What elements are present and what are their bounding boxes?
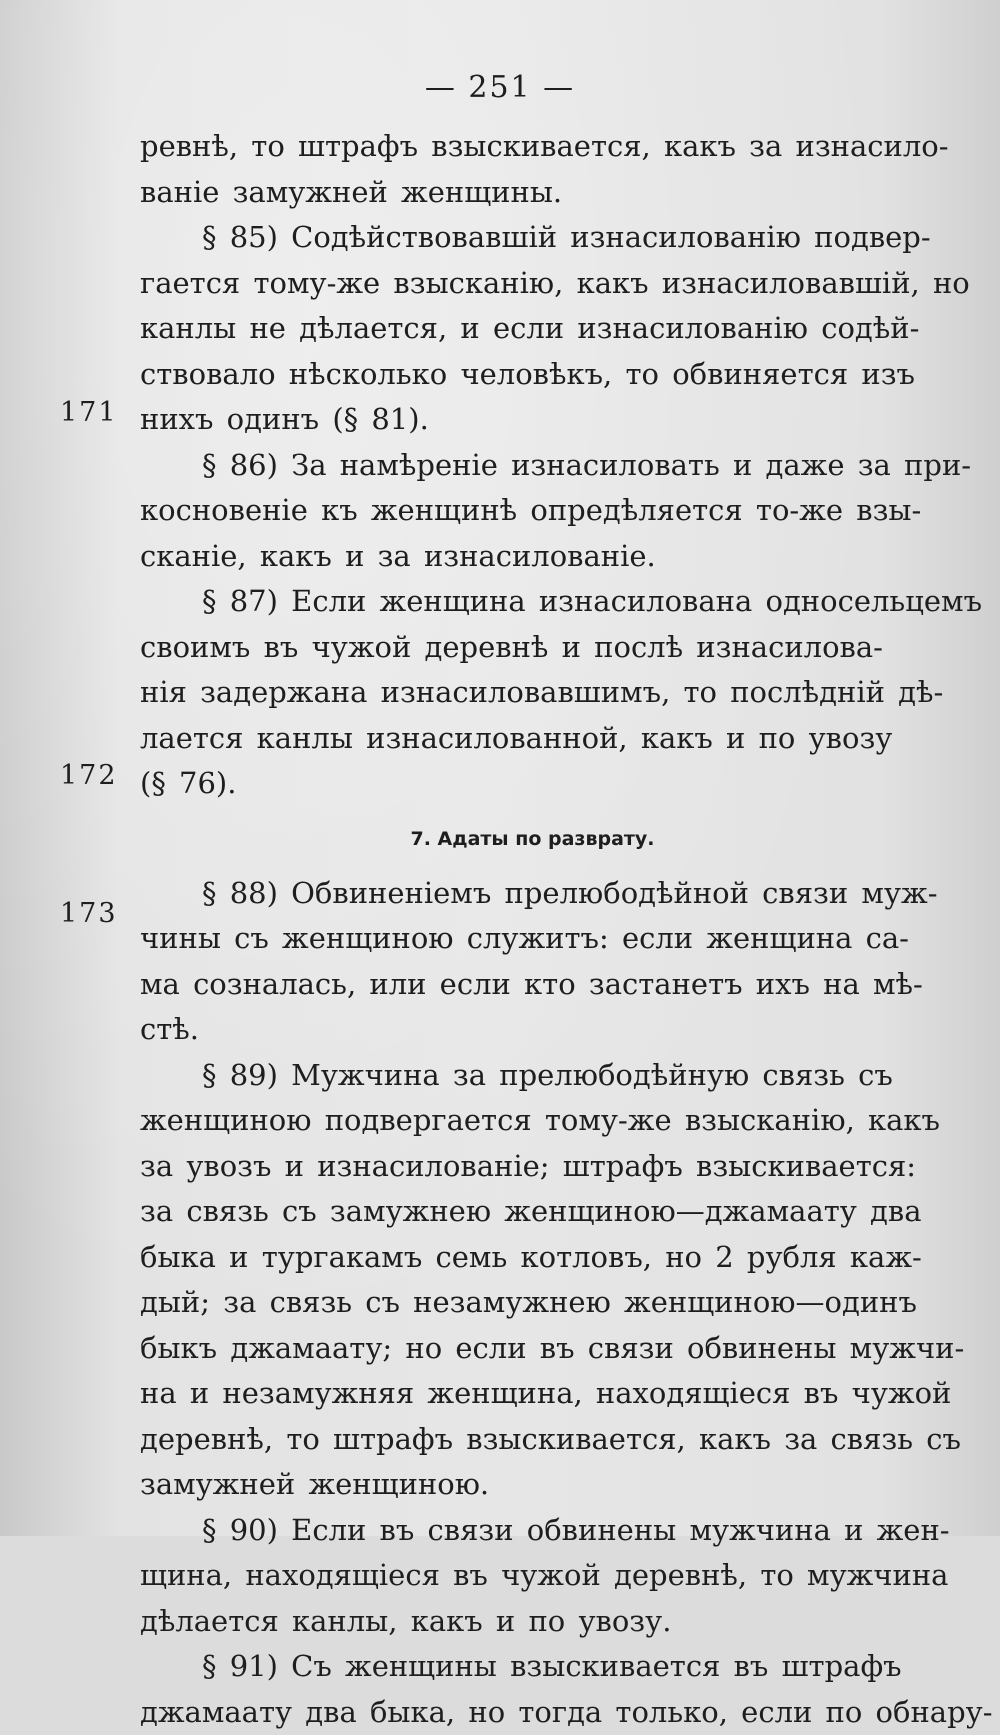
text-line: щина, находящіеся въ чужой деревнѣ, то мужчина [140, 1553, 875, 1599]
text-line: ревнѣ, то штрафъ взыскивается, какъ за изнасило- [140, 124, 875, 170]
text-line: своимъ въ чужой деревнѣ и послѣ изнасилова- [140, 625, 875, 671]
page-number: — 251 — [0, 70, 1000, 105]
text-line: ваніе замужней женщины. [140, 170, 875, 216]
paragraph-91-start: § 91) Съ женщины взыскивается въ штрафъ [140, 1644, 875, 1690]
text-line: на и незамужняя женщина, находящіеся въ чужой [140, 1371, 875, 1417]
text-line: сканіе, какъ и за изнасилованіе. [140, 534, 875, 580]
text-line: быкъ джамаату; но если въ связи обвинены мужчи- [140, 1326, 875, 1372]
paragraph-88-start: § 88) Обвиненіемъ прелюбодѣйной связи муж- [140, 871, 875, 917]
text-line: нія задержана изнасиловавшимъ, то послѣдній дѣ- [140, 670, 875, 716]
text-line: гается тому-же взысканію, какъ изнасиловавшій, но [140, 261, 875, 307]
paragraph-86-start: § 86) За намѣреніе изнасиловать и даже за при- [140, 443, 875, 489]
text-line: дѣлается канлы, какъ и по увозу. [140, 1599, 875, 1645]
text-line: нихъ одинъ (§ 81). [140, 397, 875, 443]
paragraph-87-start: § 87) Если женщина изнасилована односельцемъ [140, 579, 875, 625]
text-line: за увозъ и изнасилованіе; штрафъ взыскивается: [140, 1144, 875, 1190]
body-text [140, 124, 875, 1735]
paragraph-89-start: § 89) Мужчина за прелюбодѣйную связь съ [140, 1053, 875, 1099]
margin-number-173: 173 [60, 898, 118, 929]
paragraph-85-start: § 85) Содѣйствовавшій изнасилованію подвер- [140, 215, 875, 261]
text-line: чины съ женщиною служитъ: если женщина са- [140, 916, 875, 962]
text-line: замужней женщиною. [140, 1462, 875, 1508]
paragraph-90-start: § 90) Если въ связи обвинены мужчина и жен- [140, 1508, 875, 1554]
text-line: ма созналась, или если кто застанетъ ихъ на мѣ- [140, 962, 875, 1008]
section-heading: 7. Адаты по разврату. [140, 807, 875, 871]
text-line: деревнѣ, то штрафъ взыскивается, какъ за связь съ [140, 1417, 875, 1463]
text-line: ствовало нѣсколько человѣкъ, то обвиняется изъ [140, 352, 875, 398]
text-line: стѣ. [140, 1007, 875, 1053]
text-line: за связь съ замужнею женщиною—джамаату два [140, 1189, 875, 1235]
text-line: косновеніе къ женщинѣ опредѣляется то-же взы- [140, 488, 875, 534]
text-line: дый; за связь съ незамужнею женщиною—одинъ [140, 1280, 875, 1326]
text-line: женщиною подвергается тому-же взысканію, какъ [140, 1098, 875, 1144]
text-line: (§ 76). [140, 761, 875, 807]
text-line: быка и тургакамъ семь котловъ, но 2 рубля каж- [140, 1235, 875, 1281]
margin-number-172: 172 [60, 760, 118, 791]
margin-number-171: 171 [60, 397, 118, 428]
text-line: лается канлы изнасилованной, какъ и по увозу [140, 716, 875, 762]
text-line: канлы не дѣлается, и если изнасилованію содѣй- [140, 306, 875, 352]
text-line: джамаату два быка, но тогда только, если по обнару- [140, 1690, 875, 1735]
